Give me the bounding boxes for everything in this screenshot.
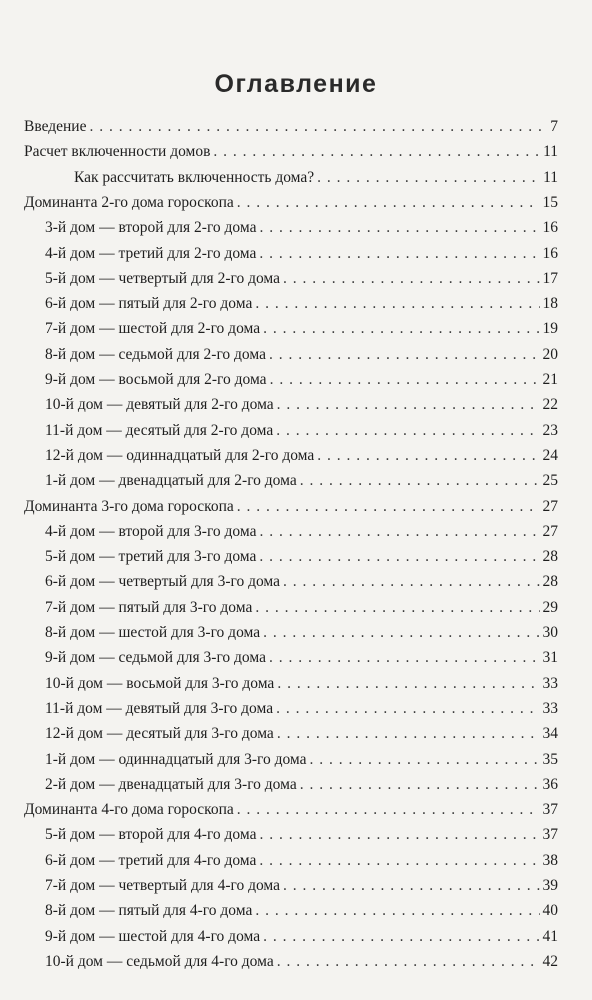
- dot-leader: [263, 926, 539, 948]
- toc-entry-page: 33: [542, 699, 558, 717]
- toc-entry: [45, 243, 558, 265]
- dot-leader: [259, 217, 539, 239]
- dot-leader: [259, 824, 539, 846]
- toc-entry-label: 11-й дом — десятый для 2-го дома: [45, 421, 274, 439]
- toc-entry-label: 6-й дом — третий для 4-го дома: [45, 851, 257, 869]
- dot-leader: [263, 622, 539, 644]
- toc-entry: [45, 824, 558, 846]
- toc-entry: [45, 926, 558, 948]
- page-title: Оглавление: [214, 70, 378, 98]
- toc-entry-label: 7-й дом — пятый для 3-го дома: [45, 598, 253, 616]
- toc-entry-label: 8-й дом — шестой для 3-го дома: [45, 624, 261, 641]
- toc-entry-label: 7-й дом — четвертый для 4-го дома: [45, 877, 280, 894]
- dot-leader: [300, 470, 540, 492]
- toc-entry: [45, 521, 558, 543]
- toc-entry-page: 27: [542, 522, 558, 540]
- dot-leader: [259, 243, 539, 265]
- toc-entry: [45, 217, 558, 239]
- toc-entry-label: 9-й дом — шестой для 4-го дома: [45, 927, 261, 945]
- toc-entry: [45, 647, 558, 669]
- toc-entry-label: 10-й дом — девятый для 2-го дома: [45, 396, 274, 414]
- toc-entry-label: 5-й дом — четвертый для 2-го дома: [45, 269, 280, 287]
- toc-entry: [45, 951, 558, 973]
- toc-entry: [45, 597, 558, 619]
- toc-entry-label: 6-й дом — пятый для 2-го дома: [45, 295, 253, 313]
- dot-leader: [255, 597, 539, 619]
- dot-leader: [277, 951, 540, 973]
- toc-entry-page: 29: [542, 598, 558, 616]
- dot-leader: [263, 318, 539, 340]
- toc-entry: [24, 116, 558, 138]
- dot-leader: [255, 900, 539, 922]
- dot-leader: [259, 850, 539, 872]
- toc-entry: [45, 293, 558, 315]
- toc-entry-label: 10-й дом — восьмой для 3-го дома: [45, 674, 275, 692]
- dot-leader: [259, 521, 539, 543]
- toc-entry-page: 17: [542, 269, 558, 287]
- toc-entry-label: 6-й дом — четвертый для 3-го дома: [45, 573, 280, 591]
- toc-entry: [45, 850, 558, 872]
- toc-entry-page: 37: [542, 801, 558, 819]
- toc-entry-page: 11: [543, 143, 558, 161]
- toc-entry-label: 9-й дом — седьмой для 3-го дома: [45, 649, 266, 667]
- toc-entry-page: 28: [542, 548, 558, 566]
- toc-entry-label: 5-й дом — третий для 3-го дома: [45, 548, 257, 566]
- dot-leader: [276, 420, 539, 442]
- toc-entry: [45, 546, 558, 568]
- dot-leader: [317, 445, 539, 467]
- toc-entry-label: 8-й дом — седьмой для 2-го дома: [45, 345, 266, 363]
- dot-leader: [213, 141, 540, 163]
- toc-entry: [24, 799, 558, 821]
- toc-entry-label: Как рассчитать включенность дома?: [74, 168, 315, 186]
- toc-entry-label: Доминанта 3-го дома гороскопа: [24, 497, 234, 515]
- toc-entry-page: 31: [542, 649, 558, 667]
- toc-entry-label: Расчет включенности домов: [24, 143, 211, 161]
- toc-entry-page: 15: [542, 193, 558, 211]
- toc-entry-label: 2-й дом — двенадцатый для 3-го дома: [45, 775, 297, 793]
- dot-leader: [300, 774, 540, 796]
- toc-entry-label: 8-й дом — пятый для 4-го дома: [45, 902, 253, 920]
- dot-leader: [276, 698, 539, 720]
- toc-entry-label: Доминанта 4-го дома гороскопа: [24, 801, 234, 819]
- toc-entry-page: 34: [542, 725, 558, 743]
- dot-leader: [317, 167, 540, 189]
- toc-entry-page: 19: [542, 320, 558, 338]
- toc-entry-page: 27: [542, 497, 558, 515]
- toc-entry: [45, 571, 558, 593]
- toc-entry-page: 28: [542, 573, 558, 591]
- toc-entry-label: 3-й дом — второй для 2-го дома: [45, 219, 257, 237]
- toc-entry-page: 18: [542, 295, 558, 313]
- dot-leader: [259, 546, 539, 568]
- toc-entry-page: 24: [542, 446, 558, 464]
- toc-entry-page: 16: [542, 219, 558, 237]
- toc-entry-page: 25: [542, 472, 558, 490]
- toc-entry-page: 36: [542, 775, 558, 793]
- toc-entry: [24, 141, 558, 163]
- toc-entry-page: 42: [542, 952, 558, 970]
- dot-leader: [270, 369, 540, 391]
- toc-entry: [45, 774, 558, 796]
- dot-leader: [255, 293, 539, 315]
- dot-leader: [269, 344, 540, 366]
- toc-entry: [45, 875, 558, 897]
- toc-entry: [45, 369, 558, 391]
- toc-entry: [45, 749, 558, 771]
- toc-entry-page: 40: [542, 902, 558, 920]
- toc-entry-page: 41: [542, 927, 558, 945]
- dot-leader: [89, 116, 547, 138]
- toc-entry: [45, 420, 558, 442]
- dot-leader: [283, 268, 540, 290]
- dot-leader: [283, 571, 540, 593]
- toc-entry-label: 11-й дом — девятый для 3-го дома: [45, 699, 274, 717]
- toc-entry-label: 10-й дом — седьмой для 4-го дома: [45, 952, 274, 970]
- toc-entry-label: 4-й дом — третий для 2-го дома: [45, 244, 257, 262]
- toc-entry-page: 11: [543, 168, 558, 186]
- toc-entry: [45, 622, 558, 644]
- toc-entry-label: 9-й дом — восьмой для 2-го дома: [45, 371, 267, 388]
- toc-entry-label: 1-й дом — одиннадцатый для 3-го дома: [45, 750, 307, 768]
- dot-leader: [237, 496, 540, 518]
- toc-entry: [45, 698, 558, 720]
- toc-entry-page: 37: [542, 826, 558, 844]
- toc-entry-label: 4-й дом — второй для 3-го дома: [45, 522, 257, 540]
- toc-entry-page: 23: [542, 421, 558, 439]
- dot-leader: [310, 749, 540, 771]
- toc-entry: [24, 192, 558, 214]
- toc-entry: [45, 673, 558, 695]
- toc-entry-page: 7: [550, 118, 558, 135]
- toc-entry-page: 20: [542, 345, 558, 363]
- toc-entry-label: Введение: [24, 118, 87, 135]
- dot-leader: [237, 799, 540, 821]
- dot-leader: [277, 394, 540, 416]
- dot-leader: [277, 673, 539, 695]
- dot-leader: [277, 723, 540, 745]
- toc-entry-label: 5-й дом — второй для 4-го дома: [45, 826, 257, 844]
- dot-leader: [269, 647, 540, 669]
- toc-entry-page: 33: [542, 674, 558, 692]
- dot-leader: [237, 192, 540, 214]
- toc-entry-label: 12-й дом — десятый для 3-го дома: [45, 725, 274, 743]
- dot-leader: [283, 875, 540, 897]
- toc-entry: [45, 344, 558, 366]
- toc-entry: [45, 268, 558, 290]
- toc-entry-page: 22: [542, 396, 558, 414]
- toc-entry: [45, 318, 558, 340]
- toc-entry: [24, 496, 558, 518]
- toc-entry: [45, 723, 558, 745]
- toc-entry-label: 12-й дом — одиннадцатый для 2-го дома: [45, 446, 315, 464]
- toc-entry-label: Доминанта 2-го дома гороскопа: [24, 193, 234, 211]
- toc-entry-label: 1-й дом — двенадцатый для 2-го дома: [45, 472, 297, 490]
- toc-entry: [45, 470, 558, 492]
- toc-entry: [45, 394, 558, 416]
- toc-entry: [45, 445, 558, 467]
- toc-entry-label: 7-й дом — шестой для 2-го дома: [45, 320, 261, 338]
- toc-entry: [45, 900, 558, 922]
- toc-entry-page: 38: [542, 851, 558, 869]
- toc-entry-page: 30: [542, 624, 558, 641]
- toc-entry-page: 39: [542, 877, 558, 894]
- toc-entry-page: 35: [542, 750, 558, 768]
- toc-entry-page: 16: [542, 244, 558, 262]
- toc-entry-page: 21: [542, 371, 558, 388]
- toc-entry: [74, 167, 558, 189]
